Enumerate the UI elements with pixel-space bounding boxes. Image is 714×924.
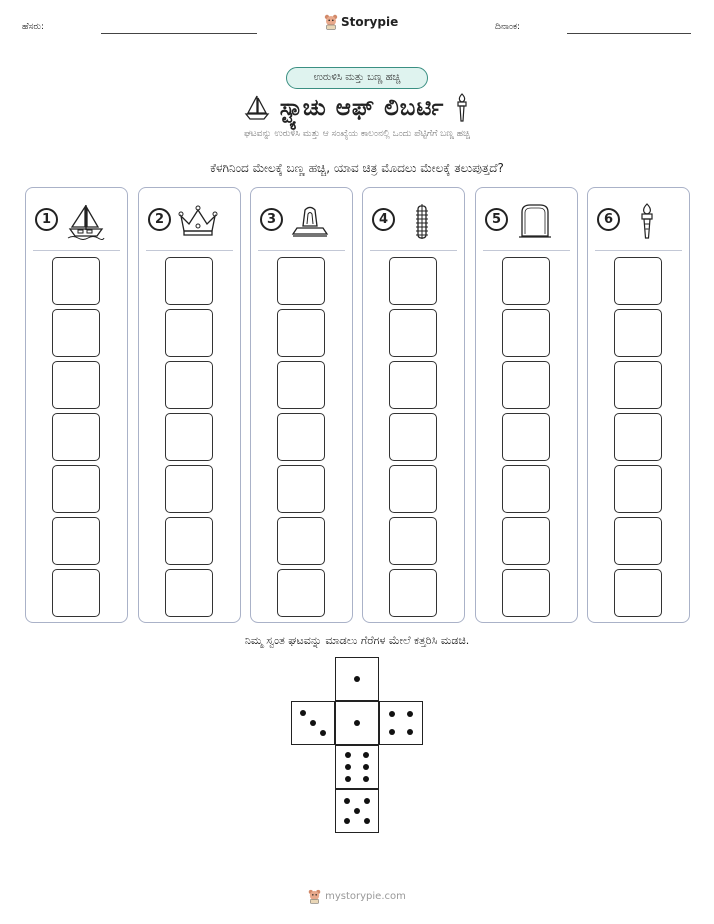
color-box[interactable]: [277, 413, 325, 461]
column-number: 5: [485, 208, 508, 231]
die-face-3: [291, 701, 335, 745]
color-box[interactable]: [614, 257, 662, 305]
color-box[interactable]: [502, 517, 550, 565]
color-box[interactable]: [502, 465, 550, 513]
torch-icon: [626, 202, 668, 240]
color-box[interactable]: [277, 361, 325, 409]
color-box[interactable]: [277, 257, 325, 305]
die-face-4: [379, 701, 423, 745]
die-face-5: [335, 789, 379, 833]
column-divider: [33, 250, 120, 251]
activity-pill: ಉರುಳಿಸಿ ಮತ್ತು ಬಣ್ಣ ಹಚ್ಚಿ: [286, 67, 428, 89]
column-3: [250, 187, 353, 623]
color-box[interactable]: [389, 569, 437, 617]
column-divider: [370, 250, 457, 251]
column-divider: [258, 250, 345, 251]
bear-icon: [308, 889, 321, 904]
column-number: 4: [372, 208, 395, 231]
color-box[interactable]: [614, 517, 662, 565]
color-box[interactable]: [52, 569, 100, 617]
column-1: [25, 187, 128, 623]
footer-url[interactable]: mystorypie.com: [325, 891, 406, 902]
color-box[interactable]: [502, 257, 550, 305]
cut-fold-instruction: ನಿಮ್ಮ ಸ್ವಂತ ಘಟವನ್ನು ಮಾಡಲು ಗೆರೆಗಳ ಮೇಲೆ ಕತ್ತರಿಸಿ ಮಡಚಿ.: [244, 634, 470, 647]
column-number: 3: [260, 208, 283, 231]
color-box[interactable]: [165, 361, 213, 409]
name-line[interactable]: [101, 33, 257, 34]
color-box[interactable]: [614, 569, 662, 617]
color-box[interactable]: [614, 465, 662, 513]
footer: [0, 889, 714, 904]
column-divider: [595, 250, 682, 251]
tablet-icon: [401, 202, 443, 240]
color-box[interactable]: [389, 465, 437, 513]
column-number: 6: [597, 208, 620, 231]
brand-logo: [324, 14, 398, 30]
die-face-1: [335, 657, 379, 701]
stone-base-icon: [514, 202, 556, 240]
color-box[interactable]: [52, 361, 100, 409]
column-number: 1: [35, 208, 58, 231]
die-face-6: [335, 745, 379, 789]
date-line[interactable]: [567, 33, 691, 34]
color-box[interactable]: [502, 413, 550, 461]
column-6: [587, 187, 690, 623]
color-box[interactable]: [165, 569, 213, 617]
color-box[interactable]: [165, 517, 213, 565]
color-box[interactable]: [389, 257, 437, 305]
color-box[interactable]: [389, 309, 437, 357]
color-box[interactable]: [614, 361, 662, 409]
color-box[interactable]: [277, 309, 325, 357]
subtitle: ಘಟವನ್ನು ಉರುಳಿಸಿ ಮತ್ತು ಆ ಸಂಖ್ಯೆಯ ಕಾಲಂನಲ್ಲಿ ಒಂದು ಪೆಟ್ಟಿಗೆಗೆ ಬಣ್ಣ ಹಚ್ಚಿ: [244, 129, 470, 139]
color-box[interactable]: [614, 309, 662, 357]
sailboat-icon: [244, 94, 270, 122]
date-label: ದಿನಾಂಕ:: [495, 22, 521, 32]
page-title: ಸ್ಟ್ಯಾಚು ಆಫ್ ಲಿಬರ್ಟಿ: [279, 95, 445, 121]
color-box[interactable]: [165, 465, 213, 513]
color-box[interactable]: [165, 309, 213, 357]
question: ಕೆಳಗಿನಿಂದ ಮೇಲಕ್ಕೆ ಬಣ್ಣ ಹಚ್ಚಿ, ಯಾವ ಚಿತ್ರ ಮೊದಲು ಮೇಲಕ್ಕೆ ತಲುಪುತ್ತದೆ?: [210, 161, 504, 175]
column-2: [138, 187, 241, 623]
color-box[interactable]: [52, 517, 100, 565]
torch-icon: [454, 93, 470, 123]
name-label: ಹೆಸರು:: [22, 22, 45, 32]
pedestal-icon: [289, 202, 331, 240]
color-box[interactable]: [389, 361, 437, 409]
column-number: 2: [148, 208, 171, 231]
color-box[interactable]: [165, 413, 213, 461]
color-box[interactable]: [502, 309, 550, 357]
color-box[interactable]: [502, 361, 550, 409]
brand-name: Storypie: [341, 15, 399, 29]
column-5: [475, 187, 578, 623]
die-face-1: [335, 701, 379, 745]
column-divider: [483, 250, 570, 251]
column-divider: [146, 250, 233, 251]
column-4: [362, 187, 465, 623]
color-box[interactable]: [277, 517, 325, 565]
crown-icon: [177, 202, 219, 240]
title-row: [0, 93, 714, 123]
color-box[interactable]: [165, 257, 213, 305]
color-box[interactable]: [52, 413, 100, 461]
color-box[interactable]: [502, 569, 550, 617]
bear-icon: [324, 14, 338, 30]
sailboat-icon: [64, 202, 106, 240]
color-box[interactable]: [52, 257, 100, 305]
color-box[interactable]: [277, 569, 325, 617]
color-box[interactable]: [52, 465, 100, 513]
color-box[interactable]: [614, 413, 662, 461]
color-box[interactable]: [277, 465, 325, 513]
color-box[interactable]: [389, 517, 437, 565]
color-box[interactable]: [52, 309, 100, 357]
color-box[interactable]: [389, 413, 437, 461]
